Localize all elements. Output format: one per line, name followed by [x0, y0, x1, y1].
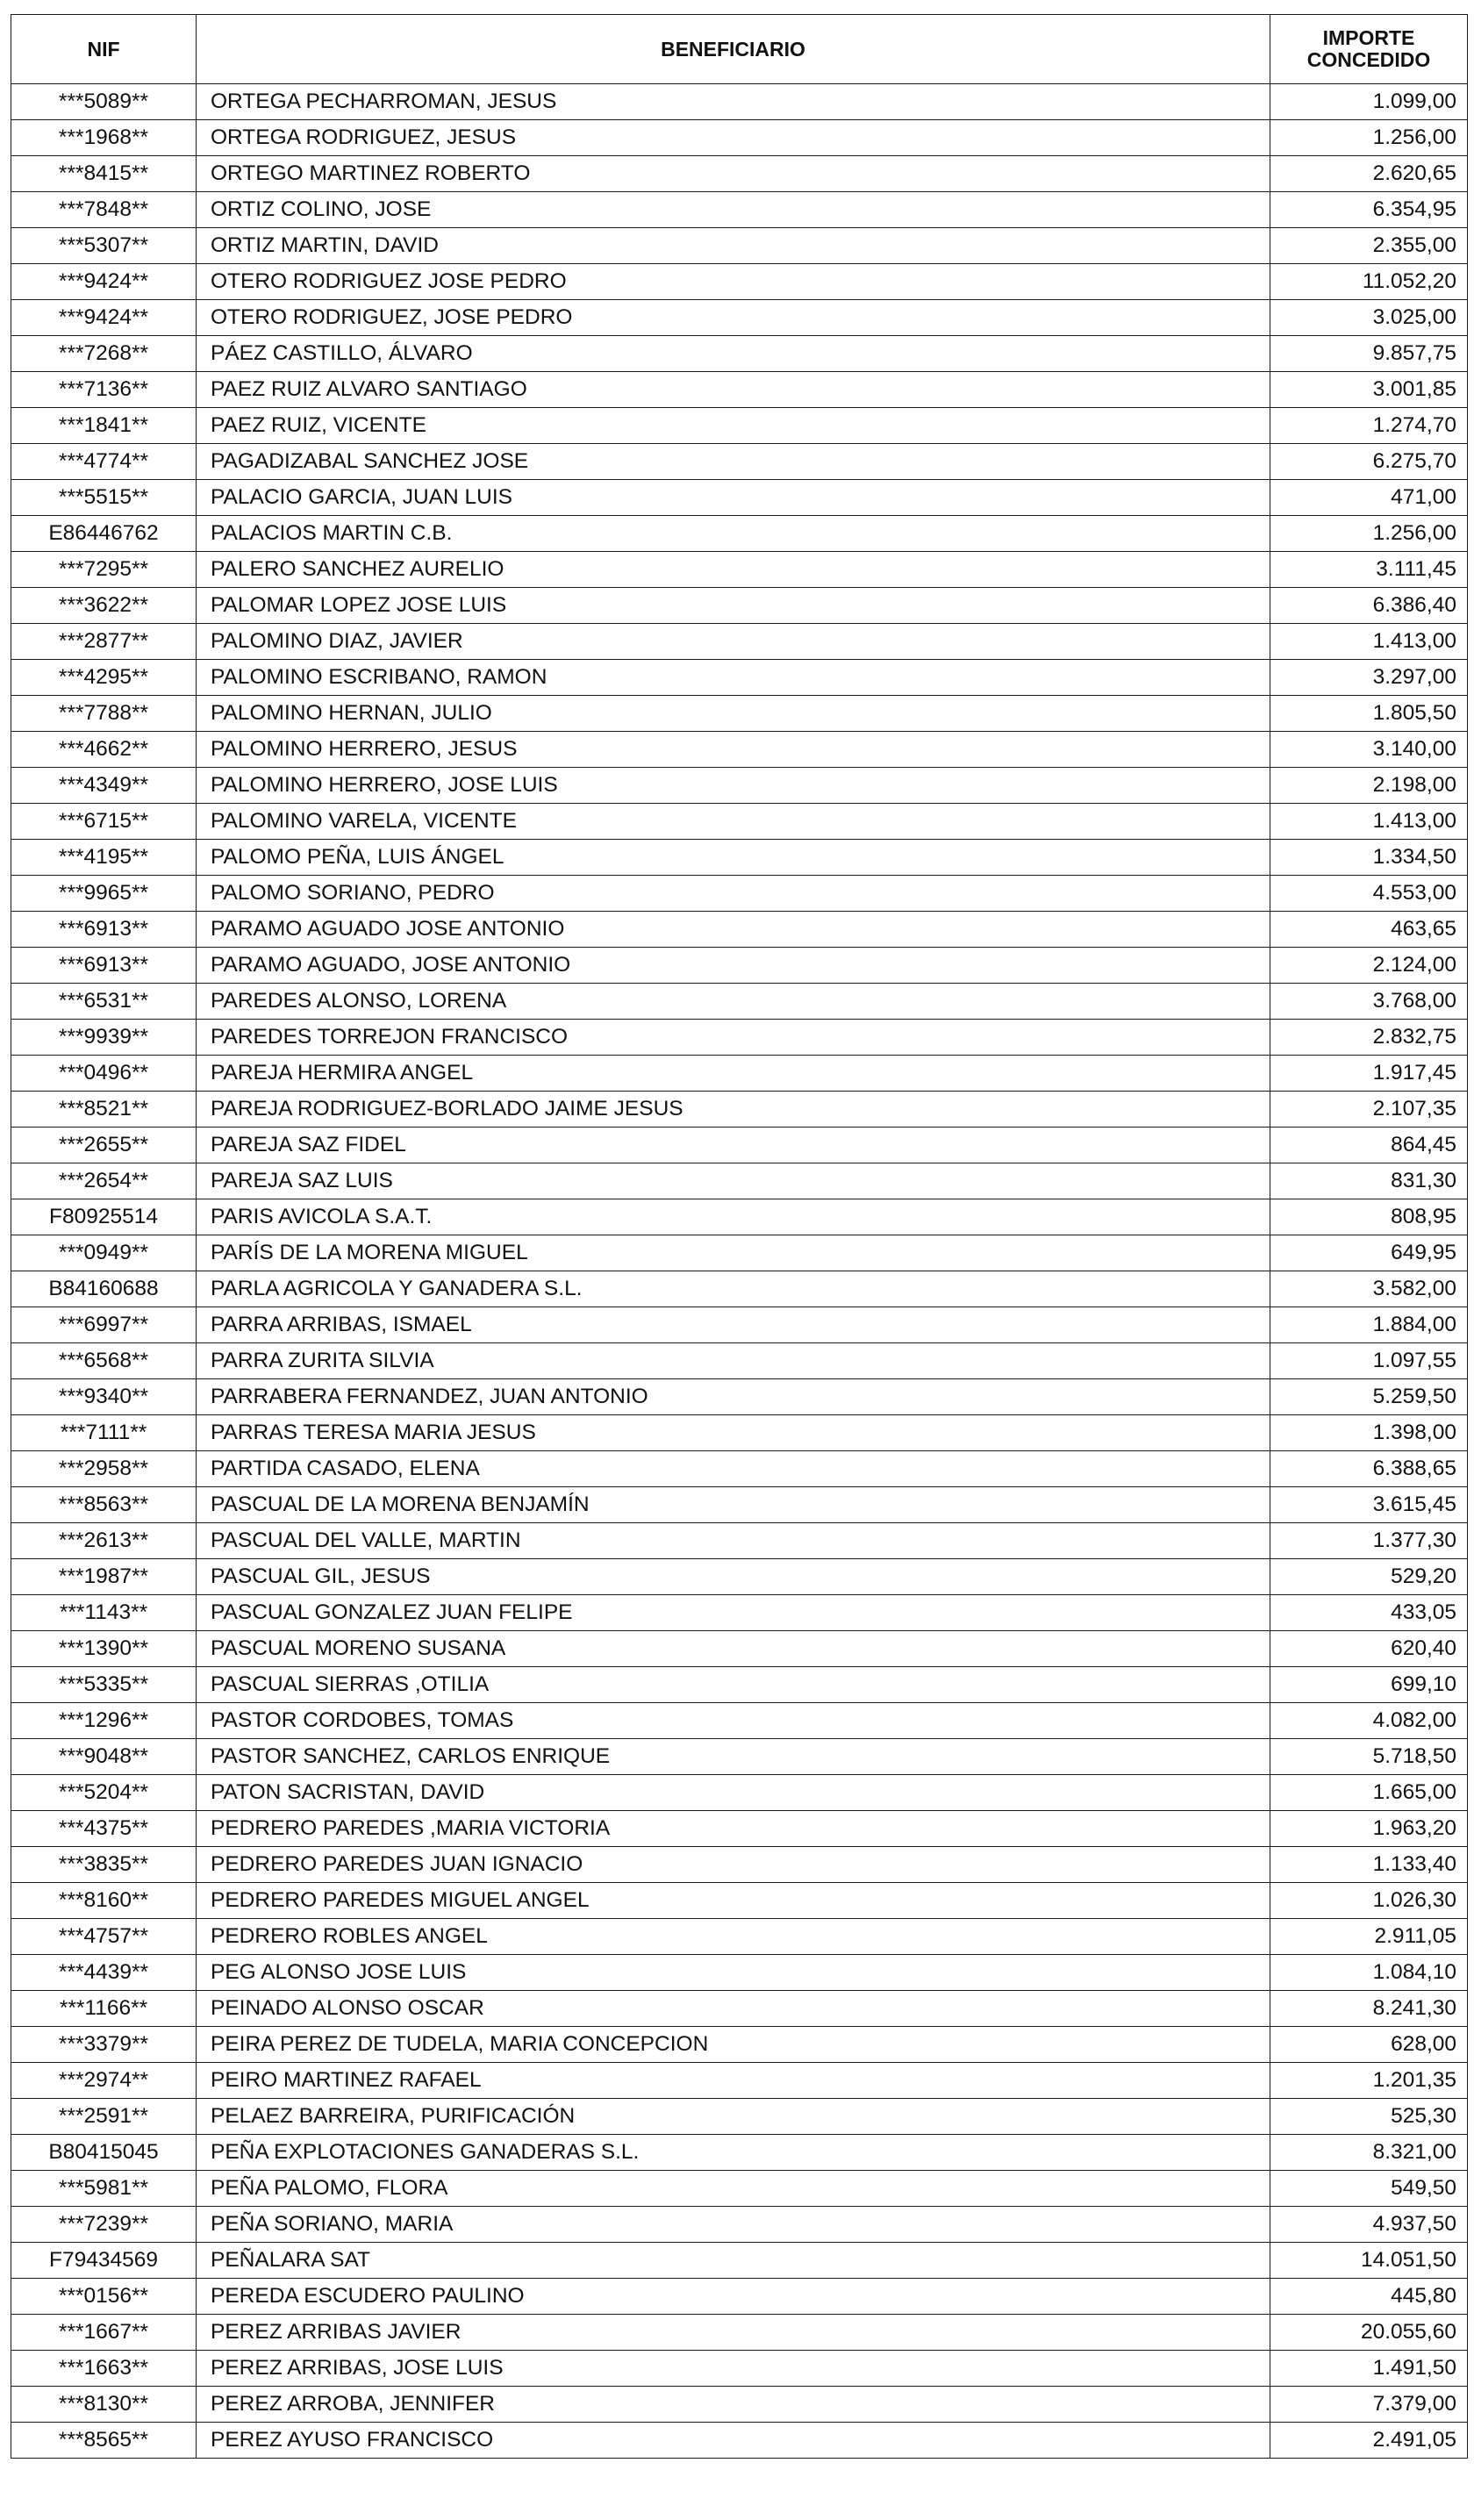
nif-cell: ***4774**: [11, 444, 197, 480]
table-row: [11, 1559, 1468, 1595]
beneficiario-cell: PARLA AGRICOLA Y GANADERA S.L.: [197, 1271, 1270, 1307]
beneficiario-cell: ORTIZ MARTIN, DAVID: [197, 228, 1270, 264]
importe-cell: 3.582,00: [1270, 1271, 1468, 1307]
table-header: [11, 15, 1468, 84]
table-row: [11, 696, 1468, 732]
table-row: [11, 2315, 1468, 2351]
beneficiario-cell: PARRABERA FERNANDEZ, JUAN ANTONIO: [197, 1379, 1270, 1415]
table-row: [11, 1883, 1468, 1919]
nif-cell: ***0496**: [11, 1056, 197, 1092]
nif-cell: F79434569: [11, 2243, 197, 2279]
nif-cell: ***6913**: [11, 948, 197, 984]
header-beneficiario: BENEFICIARIO: [197, 15, 1270, 84]
importe-cell: 1.133,40: [1270, 1847, 1468, 1883]
beneficiario-cell: PARÍS DE LA MORENA MIGUEL: [197, 1235, 1270, 1271]
table-row: [11, 2423, 1468, 2459]
nif-cell: ***3379**: [11, 2027, 197, 2063]
beneficiario-cell: PARAMO AGUADO JOSE ANTONIO: [197, 912, 1270, 948]
importe-cell: 1.665,00: [1270, 1775, 1468, 1811]
importe-cell: 2.832,75: [1270, 1020, 1468, 1056]
beneficiario-cell: PALOMO PEÑA, LUIS ÁNGEL: [197, 840, 1270, 876]
table-row: [11, 1020, 1468, 1056]
nif-cell: ***2591**: [11, 2099, 197, 2135]
beneficiario-cell: ORTEGA RODRIGUEZ, JESUS: [197, 120, 1270, 156]
nif-cell: ***5204**: [11, 1775, 197, 1811]
importe-cell: 1.256,00: [1270, 120, 1468, 156]
nif-cell: B80415045: [11, 2135, 197, 2171]
table-row: [11, 1775, 1468, 1811]
table-row: [11, 480, 1468, 516]
nif-cell: ***7111**: [11, 1415, 197, 1451]
importe-cell: 6.354,95: [1270, 192, 1468, 228]
table-row: [11, 1415, 1468, 1451]
importe-cell: 8.321,00: [1270, 2135, 1468, 2171]
beneficiario-cell: PAREDES ALONSO, LORENA: [197, 984, 1270, 1020]
importe-cell: 1.413,00: [1270, 804, 1468, 840]
beneficiario-cell: PALOMINO HERNAN, JULIO: [197, 696, 1270, 732]
table-row: [11, 2387, 1468, 2423]
nif-cell: ***1296**: [11, 1703, 197, 1739]
beneficiario-cell: PAGADIZABAL SANCHEZ JOSE: [197, 444, 1270, 480]
importe-cell: 3.615,45: [1270, 1487, 1468, 1523]
table-row: [11, 336, 1468, 372]
beneficiario-cell: OTERO RODRIGUEZ JOSE PEDRO: [197, 264, 1270, 300]
table-row: [11, 1631, 1468, 1667]
beneficiario-cell: PARRA ARRIBAS, ISMAEL: [197, 1307, 1270, 1343]
nif-cell: ***8521**: [11, 1092, 197, 1128]
beneficiario-cell: PEÑA PALOMO, FLORA: [197, 2171, 1270, 2207]
table-row: [11, 2207, 1468, 2243]
nif-cell: ***4757**: [11, 1919, 197, 1955]
importe-cell: 8.241,30: [1270, 1991, 1468, 2027]
nif-cell: ***9048**: [11, 1739, 197, 1775]
beneficiario-cell: PALOMINO ESCRIBANO, RAMON: [197, 660, 1270, 696]
importe-cell: 11.052,20: [1270, 264, 1468, 300]
header-importe-line1: IMPORTE: [1322, 26, 1415, 50]
header-importe-concedido: [1270, 15, 1468, 84]
beneficiario-cell: PALOMINO HERRERO, JESUS: [197, 732, 1270, 768]
table-row: [11, 876, 1468, 912]
nif-cell: ***2655**: [11, 1128, 197, 1163]
nif-cell: ***0156**: [11, 2279, 197, 2315]
importe-cell: 529,20: [1270, 1559, 1468, 1595]
nif-cell: ***4195**: [11, 840, 197, 876]
beneficiario-cell: PARIS AVICOLA S.A.T.: [197, 1199, 1270, 1235]
table-row: [11, 84, 1468, 120]
nif-cell: ***6568**: [11, 1343, 197, 1379]
nif-cell: ***5307**: [11, 228, 197, 264]
nif-cell: ***4349**: [11, 768, 197, 804]
table-row: [11, 300, 1468, 336]
nif-cell: ***7239**: [11, 2207, 197, 2243]
importe-cell: 6.275,70: [1270, 444, 1468, 480]
beneficiario-cell: PEÑALARA SAT: [197, 2243, 1270, 2279]
nif-cell: ***1968**: [11, 120, 197, 156]
table-row: [11, 1919, 1468, 1955]
table-row: [11, 1271, 1468, 1307]
nif-cell: ***2613**: [11, 1523, 197, 1559]
nif-cell: ***1987**: [11, 1559, 197, 1595]
table-row: [11, 1235, 1468, 1271]
importe-cell: 4.082,00: [1270, 1703, 1468, 1739]
table-row: [11, 804, 1468, 840]
table-row: [11, 1487, 1468, 1523]
importe-cell: 1.026,30: [1270, 1883, 1468, 1919]
nif-cell: ***6913**: [11, 912, 197, 948]
table-row: [11, 660, 1468, 696]
table-row: [11, 2027, 1468, 2063]
nif-cell: ***1390**: [11, 1631, 197, 1667]
importe-cell: 5.718,50: [1270, 1739, 1468, 1775]
table-row: [11, 1739, 1468, 1775]
beneficiario-cell: PEG ALONSO JOSE LUIS: [197, 1955, 1270, 1991]
beneficiario-cell: PEÑA EXPLOTACIONES GANADERAS S.L.: [197, 2135, 1270, 2171]
table-row: [11, 1703, 1468, 1739]
nif-cell: ***8563**: [11, 1487, 197, 1523]
importe-cell: 1.398,00: [1270, 1415, 1468, 1451]
importe-cell: 649,95: [1270, 1235, 1468, 1271]
beneficiario-cell: PASCUAL SIERRAS ,OTILIA: [197, 1667, 1270, 1703]
table-row: [11, 2351, 1468, 2387]
importe-cell: 6.388,65: [1270, 1451, 1468, 1487]
nif-cell: ***3622**: [11, 588, 197, 624]
importe-cell: 4.937,50: [1270, 2207, 1468, 2243]
table-row: [11, 1128, 1468, 1163]
importe-cell: 1.097,55: [1270, 1343, 1468, 1379]
nif-cell: ***2974**: [11, 2063, 197, 2099]
importe-cell: 2.911,05: [1270, 1919, 1468, 1955]
nif-cell: ***5981**: [11, 2171, 197, 2207]
importe-cell: 2.620,65: [1270, 156, 1468, 192]
importe-cell: 3.140,00: [1270, 732, 1468, 768]
table-row: [11, 2135, 1468, 2171]
beneficiario-cell: PEREZ ARROBA, JENNIFER: [197, 2387, 1270, 2423]
beneficiario-cell: PEDRERO PAREDES ,MARIA VICTORIA: [197, 1811, 1270, 1847]
table-row: [11, 552, 1468, 588]
table-row: [11, 516, 1468, 552]
nif-cell: ***4375**: [11, 1811, 197, 1847]
importe-cell: 1.274,70: [1270, 408, 1468, 444]
nif-cell: ***8130**: [11, 2387, 197, 2423]
nif-cell: ***3835**: [11, 1847, 197, 1883]
table-row: [11, 2243, 1468, 2279]
importe-cell: 3.297,00: [1270, 660, 1468, 696]
table-row: [11, 1092, 1468, 1128]
table-row: [11, 1343, 1468, 1379]
beneficiario-cell: PALACIO GARCIA, JUAN LUIS: [197, 480, 1270, 516]
importe-cell: 1.917,45: [1270, 1056, 1468, 1092]
importe-cell: 1.377,30: [1270, 1523, 1468, 1559]
nif-cell: ***8565**: [11, 2423, 197, 2459]
table-row: [11, 264, 1468, 300]
beneficiario-cell: PASCUAL DE LA MORENA BENJAMÍN: [197, 1487, 1270, 1523]
importe-cell: 525,30: [1270, 2099, 1468, 2135]
beneficiario-cell: PEÑA SORIANO, MARIA: [197, 2207, 1270, 2243]
importe-cell: 2.355,00: [1270, 228, 1468, 264]
table-row: [11, 1199, 1468, 1235]
beneficiario-cell: PEDRERO PAREDES JUAN IGNACIO: [197, 1847, 1270, 1883]
beneficiario-cell: PEREDA ESCUDERO PAULINO: [197, 2279, 1270, 2315]
importe-cell: 2.124,00: [1270, 948, 1468, 984]
table-row: [11, 624, 1468, 660]
beneficiario-cell: PASCUAL MORENO SUSANA: [197, 1631, 1270, 1667]
nif-cell: ***7848**: [11, 192, 197, 228]
beneficiario-cell: PARRA ZURITA SILVIA: [197, 1343, 1270, 1379]
nif-cell: ***2958**: [11, 1451, 197, 1487]
beneficiario-cell: PALOMINO DIAZ, JAVIER: [197, 624, 1270, 660]
nif-cell: F80925514: [11, 1199, 197, 1235]
beneficiario-cell: PÁEZ CASTILLO, ÁLVARO: [197, 336, 1270, 372]
table-row: [11, 444, 1468, 480]
beneficiario-cell: PATON SACRISTAN, DAVID: [197, 1775, 1270, 1811]
nif-cell: ***4295**: [11, 660, 197, 696]
table-row: [11, 2099, 1468, 2135]
importe-cell: 1.099,00: [1270, 84, 1468, 120]
nif-cell: ***1667**: [11, 2315, 197, 2351]
beneficiario-cell: ORTEGO MARTINEZ ROBERTO: [197, 156, 1270, 192]
header-row: [11, 15, 1468, 84]
table-row: [11, 984, 1468, 1020]
importe-cell: 4.553,00: [1270, 876, 1468, 912]
table-row: [11, 1056, 1468, 1092]
table-row: [11, 372, 1468, 408]
beneficiario-cell: OTERO RODRIGUEZ, JOSE PEDRO: [197, 300, 1270, 336]
importe-cell: 864,45: [1270, 1128, 1468, 1163]
importe-cell: 9.857,75: [1270, 336, 1468, 372]
importe-cell: 20.055,60: [1270, 2315, 1468, 2351]
importe-cell: 2.198,00: [1270, 768, 1468, 804]
beneficiario-cell: PEDRERO PAREDES MIGUEL ANGEL: [197, 1883, 1270, 1919]
table-body: [11, 84, 1468, 2459]
nif-cell: ***2877**: [11, 624, 197, 660]
importe-cell: 3.001,85: [1270, 372, 1468, 408]
nif-cell: ***2654**: [11, 1163, 197, 1199]
nif-cell: ***9424**: [11, 300, 197, 336]
importe-cell: 1.084,10: [1270, 1955, 1468, 1991]
beneficiario-cell: PEIRA PEREZ DE TUDELA, MARIA CONCEPCION: [197, 2027, 1270, 2063]
nif-cell: ***1663**: [11, 2351, 197, 2387]
importe-cell: 1.256,00: [1270, 516, 1468, 552]
importe-cell: 14.051,50: [1270, 2243, 1468, 2279]
table-row: [11, 2063, 1468, 2099]
table-row: [11, 1667, 1468, 1703]
importe-cell: 628,00: [1270, 2027, 1468, 2063]
nif-cell: ***7136**: [11, 372, 197, 408]
beneficiario-cell: PEREZ ARRIBAS, JOSE LUIS: [197, 2351, 1270, 2387]
beneficiario-cell: PARRAS TERESA MARIA JESUS: [197, 1415, 1270, 1451]
importe-cell: 5.259,50: [1270, 1379, 1468, 1415]
nif-cell: ***8160**: [11, 1883, 197, 1919]
table-row: [11, 2171, 1468, 2207]
beneficiario-cell: PASTOR CORDOBES, TOMAS: [197, 1703, 1270, 1739]
nif-cell: ***5335**: [11, 1667, 197, 1703]
nif-cell: ***1143**: [11, 1595, 197, 1631]
nif-cell: B84160688: [11, 1271, 197, 1307]
beneficiario-cell: PALOMINO HERRERO, JOSE LUIS: [197, 768, 1270, 804]
header-importe-line2: CONCEDIDO: [1306, 48, 1431, 71]
table-row: [11, 228, 1468, 264]
table-row: [11, 1451, 1468, 1487]
importe-cell: 1.334,50: [1270, 840, 1468, 876]
nif-cell: ***1166**: [11, 1991, 197, 2027]
nif-cell: ***1841**: [11, 408, 197, 444]
importe-cell: 445,80: [1270, 2279, 1468, 2315]
table-row: [11, 1595, 1468, 1631]
table-row: [11, 120, 1468, 156]
nif-cell: ***9340**: [11, 1379, 197, 1415]
table-row: [11, 768, 1468, 804]
beneficiario-cell: PEIRO MARTINEZ RAFAEL: [197, 2063, 1270, 2099]
beneficiario-cell: PASCUAL GONZALEZ JUAN FELIPE: [197, 1595, 1270, 1631]
table-row: [11, 732, 1468, 768]
importe-cell: 1.491,50: [1270, 2351, 1468, 2387]
table-row: [11, 2279, 1468, 2315]
importe-cell: 1.413,00: [1270, 624, 1468, 660]
importe-cell: 831,30: [1270, 1163, 1468, 1199]
nif-cell: ***9939**: [11, 1020, 197, 1056]
importe-cell: 2.491,05: [1270, 2423, 1468, 2459]
beneficiaries-table-container: [11, 14, 1467, 2459]
beneficiario-cell: PASCUAL GIL, JESUS: [197, 1559, 1270, 1595]
importe-cell: 6.386,40: [1270, 588, 1468, 624]
table-row: [11, 588, 1468, 624]
importe-cell: 620,40: [1270, 1631, 1468, 1667]
beneficiario-cell: PELAEZ BARREIRA, PURIFICACIÓN: [197, 2099, 1270, 2135]
beneficiario-cell: PAREJA SAZ LUIS: [197, 1163, 1270, 1199]
beneficiario-cell: PARAMO AGUADO, JOSE ANTONIO: [197, 948, 1270, 984]
beneficiario-cell: PEINADO ALONSO OSCAR: [197, 1991, 1270, 2027]
table-row: [11, 840, 1468, 876]
beneficiario-cell: PEREZ ARRIBAS JAVIER: [197, 2315, 1270, 2351]
table-row: [11, 1847, 1468, 1883]
nif-cell: ***6715**: [11, 804, 197, 840]
beneficiario-cell: PALACIOS MARTIN C.B.: [197, 516, 1270, 552]
beneficiario-cell: PEDRERO ROBLES ANGEL: [197, 1919, 1270, 1955]
beneficiario-cell: PAREDES TORREJON FRANCISCO: [197, 1020, 1270, 1056]
nif-cell: ***5515**: [11, 480, 197, 516]
beneficiario-cell: PALERO SANCHEZ AURELIO: [197, 552, 1270, 588]
importe-cell: 549,50: [1270, 2171, 1468, 2207]
nif-cell: ***6997**: [11, 1307, 197, 1343]
table-row: [11, 948, 1468, 984]
table-row: [11, 1523, 1468, 1559]
beneficiario-cell: ORTIZ COLINO, JOSE: [197, 192, 1270, 228]
table-row: [11, 408, 1468, 444]
beneficiario-cell: PAREJA RODRIGUEZ-BORLADO JAIME JESUS: [197, 1092, 1270, 1128]
nif-cell: ***4662**: [11, 732, 197, 768]
table-row: [11, 912, 1468, 948]
table-row: [11, 1163, 1468, 1199]
beneficiario-cell: PALOMO SORIANO, PEDRO: [197, 876, 1270, 912]
importe-cell: 2.107,35: [1270, 1092, 1468, 1128]
nif-cell: E86446762: [11, 516, 197, 552]
importe-cell: 1.963,20: [1270, 1811, 1468, 1847]
beneficiario-cell: PALOMINO VARELA, VICENTE: [197, 804, 1270, 840]
importe-cell: 471,00: [1270, 480, 1468, 516]
importe-cell: 1.805,50: [1270, 696, 1468, 732]
importe-cell: 699,10: [1270, 1667, 1468, 1703]
importe-cell: 463,65: [1270, 912, 1468, 948]
beneficiaries-table: [11, 14, 1468, 2459]
nif-cell: ***5089**: [11, 84, 197, 120]
beneficiario-cell: PARTIDA CASADO, ELENA: [197, 1451, 1270, 1487]
header-nif: NIF: [11, 15, 197, 84]
importe-cell: 808,95: [1270, 1199, 1468, 1235]
beneficiario-cell: PEREZ AYUSO FRANCISCO: [197, 2423, 1270, 2459]
table-row: [11, 156, 1468, 192]
importe-cell: 3.025,00: [1270, 300, 1468, 336]
nif-cell: ***7788**: [11, 696, 197, 732]
importe-cell: 1.201,35: [1270, 2063, 1468, 2099]
beneficiario-cell: PAEZ RUIZ, VICENTE: [197, 408, 1270, 444]
importe-cell: 433,05: [1270, 1595, 1468, 1631]
nif-cell: ***7295**: [11, 552, 197, 588]
table-row: [11, 1379, 1468, 1415]
nif-cell: ***9965**: [11, 876, 197, 912]
nif-cell: ***6531**: [11, 984, 197, 1020]
beneficiario-cell: PASTOR SANCHEZ, CARLOS ENRIQUE: [197, 1739, 1270, 1775]
table-row: [11, 192, 1468, 228]
beneficiario-cell: PAEZ RUIZ ALVARO SANTIAGO: [197, 372, 1270, 408]
nif-cell: ***4439**: [11, 1955, 197, 1991]
nif-cell: ***8415**: [11, 156, 197, 192]
importe-cell: 1.884,00: [1270, 1307, 1468, 1343]
beneficiario-cell: PAREJA HERMIRA ANGEL: [197, 1056, 1270, 1092]
nif-cell: ***7268**: [11, 336, 197, 372]
table-row: [11, 1307, 1468, 1343]
nif-cell: ***9424**: [11, 264, 197, 300]
nif-cell: ***0949**: [11, 1235, 197, 1271]
importe-cell: 7.379,00: [1270, 2387, 1468, 2423]
importe-cell: 3.111,45: [1270, 552, 1468, 588]
table-row: [11, 1991, 1468, 2027]
beneficiario-cell: PALOMAR LOPEZ JOSE LUIS: [197, 588, 1270, 624]
table-row: [11, 1811, 1468, 1847]
table-row: [11, 1955, 1468, 1991]
beneficiario-cell: PASCUAL DEL VALLE, MARTIN: [197, 1523, 1270, 1559]
importe-cell: 3.768,00: [1270, 984, 1468, 1020]
beneficiario-cell: PAREJA SAZ FIDEL: [197, 1128, 1270, 1163]
beneficiario-cell: ORTEGA PECHARROMAN, JESUS: [197, 84, 1270, 120]
